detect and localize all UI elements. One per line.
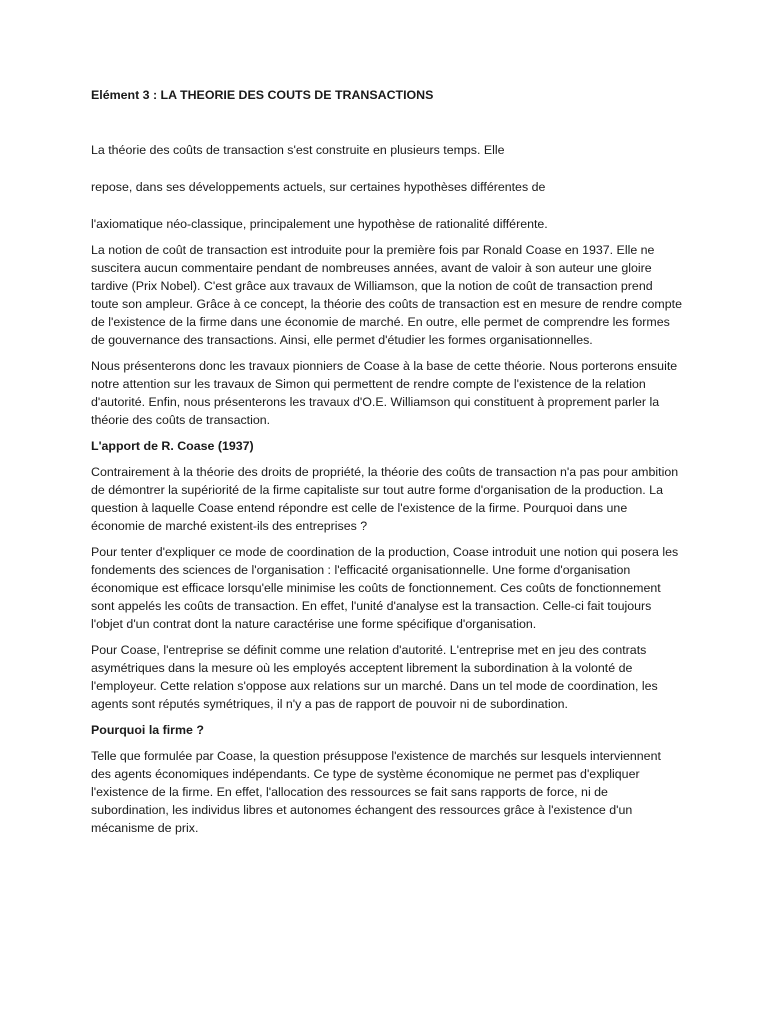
section-heading-pourquoi-firme: Pourquoi la firme ? xyxy=(91,723,204,737)
intro-line-3: l'axiomatique néo-classique, principalement une hypothèse de rationalité différente. xyxy=(91,217,548,231)
intro-line-2: repose, dans ses développements actuels, sur certaines hypothèses différentes de xyxy=(91,180,546,194)
document-title: Elément 3 : LA THEORIE DES COUTS DE TRANSACTIONS xyxy=(91,88,434,102)
paragraph-coase-question: Contrairement à la théorie des droits de propriété, la théorie des coûts de transaction n'a pas pour ambition de démontrer la supériorité de la firme capitaliste sur tout autre forme d'organisation de la production. La question à laquelle Coase entend répondre est celle de l'existence de la firme. Pourquoi dans une économie de marché existent-ils des entreprises ? xyxy=(91,465,679,533)
paragraph-pourquoi-firme: Telle que formulée par Coase, la question présuppose l'existence de marchés sur lesquels interviennent des agents économiques indépendants. Ce type de système économique ne permet pas d'expliquer l'existence de la firme. En effet, l'allocation des ressources se fait sans rapports de force, ni de subordination, les individus libres et autonomes échangent des ressources grâce à l'existence d'un mécanisme de prix. xyxy=(91,749,661,835)
intro-line-1: La théorie des coûts de transaction s'est construite en plusieurs temps. Elle xyxy=(91,143,505,157)
section-heading-coase: L'apport de R. Coase (1937) xyxy=(91,439,254,453)
paragraph-coase-autorite: Pour Coase, l'entreprise se définit comme une relation d'autorité. L'entreprise met en jeu des contrats asymétriques dans la mesure où les employés acceptent librement la subordination à la volonté de l'employeur. Cette relation s'oppose aux relations sur un marché. Dans un tel mode de coordination, les agents sont réputés symétriques, il n'y a pas de rapport de pouvoir ni de subordination. xyxy=(91,643,658,711)
paragraph-coase-efficacite: Pour tenter d'expliquer ce mode de coordination de la production, Coase introduit une notion qui posera les fondements des sciences de l'organisation : l'efficacité organisationnelle. Une forme d'organisation économique est efficace lorsqu'elle minimise les coûts de fonctionnement. Ces coûts de fonctionnement sont appelés les coûts de transaction. En effet, l'unité d'analyse est la transaction. Celle-ci fait toujours l'objet d'un contrat dont la nature caractérise une forme spécifique d'organisation. xyxy=(91,545,679,631)
document-page xyxy=(91,86,683,845)
paragraph-notion-cout-transaction: La notion de coût de transaction est introduite pour la première fois par Ronald Coase en 1937. Elle ne suscitera aucun commentaire pendant de nombreuses années, avant de valoir à son auteur une gloire tardive (Prix Nobel). C'est grâce aux travaux de Williamson, que la notion de coût de transaction prend toute son ampleur. Grâce à ce concept, la théorie des coûts de transaction est en mesure de rendre compte de l'existence de la firme dans une économie de marché. En outre, elle permet de comprendre les formes de gouvernance des transactions. Ainsi, elle permet d'étudier les formes organisationnelles. xyxy=(91,243,682,347)
paragraph-plan-presentation: Nous présenterons donc les travaux pionniers de Coase à la base de cette théorie. Nous porterons ensuite notre attention sur les travaux de Simon qui permettent de rendre compte de l'existence de la relation d'autorité. Enfin, nous présenterons les travaux d'O.E. Williamson qui constituent à proprement parler la théorie des coûts de transaction. xyxy=(91,359,678,427)
